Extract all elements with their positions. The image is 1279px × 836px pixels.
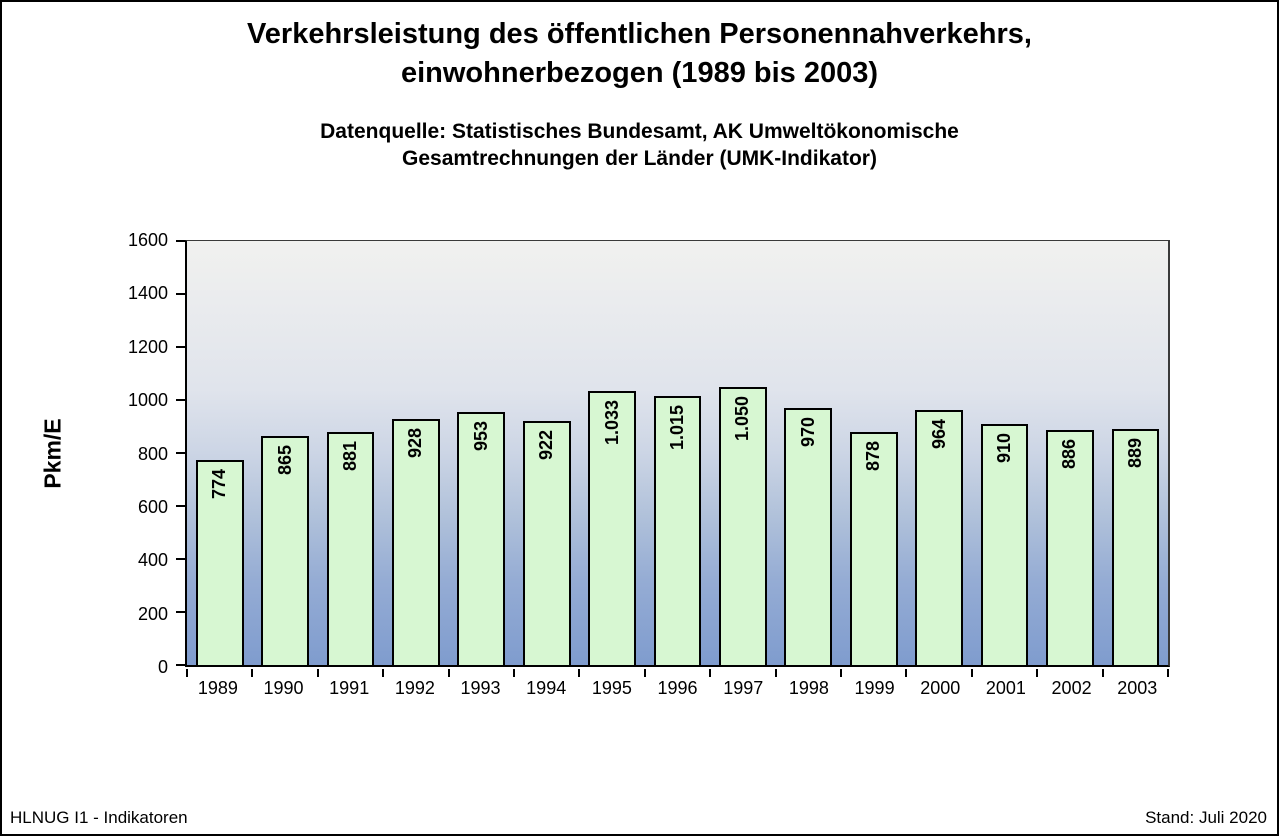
y-tick-label: 1000 <box>127 390 168 411</box>
x-tick-label: 1992 <box>394 678 435 698</box>
bar-2000 <box>915 410 963 665</box>
chart-title <box>2 15 1277 93</box>
y-tick-label: 600 <box>137 496 168 517</box>
bar-1994 <box>523 421 571 665</box>
bar-value-label: 1.050 <box>732 395 753 441</box>
bar-1996 <box>654 396 702 665</box>
bar-value-label: 964 <box>928 418 949 449</box>
bar-1995 <box>588 391 636 665</box>
footer-source-label: HLNUG I1 - Indikatoren <box>10 808 188 827</box>
y-axis-labels <box>92 230 168 677</box>
bar-value-label: 878 <box>863 441 884 472</box>
x-tick-label: 2003 <box>1117 678 1158 698</box>
bar-slot <box>1037 241 1102 665</box>
x-tick-label: 2001 <box>985 678 1026 698</box>
bar-slot <box>1103 241 1168 665</box>
x-tick-mark <box>644 669 646 677</box>
bar-value-label: 1.033 <box>601 400 622 446</box>
bar-slot <box>318 241 383 665</box>
bar-slot <box>449 241 514 665</box>
bar-1998 <box>784 408 832 665</box>
y-axis-title <box>30 240 76 667</box>
x-tick-label: 1993 <box>460 678 501 698</box>
bar-1991 <box>327 432 375 665</box>
y-tick-label: 400 <box>137 550 168 571</box>
bar-slot <box>841 241 906 665</box>
bar-slot <box>252 241 317 665</box>
bar-1997 <box>719 387 767 665</box>
x-tick-mark <box>1167 669 1169 677</box>
x-tick-mark <box>448 669 450 677</box>
x-tick-label: 1990 <box>263 678 304 698</box>
bar-1992 <box>392 419 440 665</box>
x-tick-label: 1998 <box>788 678 829 698</box>
bar-slot <box>972 241 1037 665</box>
x-tick-mark <box>251 669 253 677</box>
chart-subtitle-line2: Gesamtrechnungen der Länder (UMK-Indikator) <box>402 147 877 170</box>
bar-slot <box>776 241 841 665</box>
x-tick-mark <box>1036 669 1038 677</box>
x-tick-mark <box>382 669 384 677</box>
x-tick-mark <box>186 669 188 677</box>
x-tick-mark <box>1102 669 1104 677</box>
y-tick-mark <box>176 611 185 613</box>
bar-value-label: 774 <box>209 468 230 499</box>
bars <box>187 241 1168 665</box>
y-tick-label: 800 <box>137 443 168 464</box>
bar-1990 <box>261 436 309 665</box>
y-tick-mark <box>176 240 185 242</box>
y-tick-mark <box>176 399 185 401</box>
x-tick-label: 1997 <box>723 678 764 698</box>
bar-value-label: 970 <box>797 416 818 447</box>
x-tick-label: 1995 <box>591 678 632 698</box>
y-tick-label: 1400 <box>127 283 168 304</box>
y-tick-label: 1600 <box>127 230 168 250</box>
y-tick-mark <box>176 452 185 454</box>
bar-2003 <box>1112 429 1160 665</box>
bar-2001 <box>981 424 1029 665</box>
x-tick-mark <box>840 669 842 677</box>
bar-value-label: 910 <box>994 432 1015 463</box>
bar-1993 <box>457 412 505 665</box>
bar-slot <box>514 241 579 665</box>
x-axis-labels <box>185 678 1170 699</box>
bar-slot <box>906 241 971 665</box>
chart-subtitle <box>2 118 1277 172</box>
bar-slot <box>187 241 252 665</box>
chart-subtitle-line1: Datenquelle: Statistisches Bundesamt, AK Umweltökonomische <box>320 120 959 143</box>
x-tick-mark <box>513 669 515 677</box>
bar-slot <box>710 241 775 665</box>
y-tick-mark <box>176 293 185 295</box>
bar-slot <box>383 241 448 665</box>
x-tick-label: 1989 <box>197 678 238 698</box>
x-tick-label: 2002 <box>1051 678 1092 698</box>
y-axis-title-text: Pkm/E <box>39 418 66 489</box>
y-tick-label: 0 <box>157 657 168 677</box>
footer-date-label: Stand: Juli 2020 <box>1145 808 1267 827</box>
bar-value-label: 953 <box>470 421 491 452</box>
bar-slot <box>645 241 710 665</box>
bar-value-label: 881 <box>340 440 360 471</box>
x-tick-mark <box>971 669 973 677</box>
x-tick-label: 1994 <box>526 678 567 698</box>
x-tick-label: 1996 <box>657 678 698 698</box>
plot-area <box>185 240 1170 667</box>
x-tick-mark <box>905 669 907 677</box>
x-tick-mark <box>317 669 319 677</box>
bar-value-label: 928 <box>405 428 426 459</box>
bar-value-label: 889 <box>1124 438 1145 469</box>
x-tick-mark <box>775 669 777 677</box>
chart-title-line1: Verkehrsleistung des öffentlichen Personennahverkehrs, <box>247 18 1032 50</box>
x-tick-mark <box>709 669 711 677</box>
x-tick-mark <box>578 669 580 677</box>
y-tick-mark <box>176 664 185 666</box>
y-tick-label: 200 <box>137 603 168 624</box>
bar-value-label: 865 <box>274 444 295 475</box>
bar-value-label: 886 <box>1059 439 1080 470</box>
y-tick-mark <box>176 505 185 507</box>
y-tick-mark <box>176 558 185 560</box>
chart-title-line2: einwohnerbezogen (1989 bis 2003) <box>400 57 879 89</box>
x-tick-label: 2000 <box>920 678 961 698</box>
bar-1989 <box>196 460 244 665</box>
bar-value-label: 1.015 <box>667 405 688 451</box>
x-tick-label: 1999 <box>854 678 895 698</box>
y-tick-label: 1200 <box>127 336 168 357</box>
bar-value-label: 922 <box>536 429 557 460</box>
bar-slot <box>579 241 644 665</box>
y-tick-mark <box>176 346 185 348</box>
bar-2002 <box>1046 430 1094 665</box>
bar-1999 <box>850 432 898 665</box>
x-tick-label: 1991 <box>329 678 370 698</box>
